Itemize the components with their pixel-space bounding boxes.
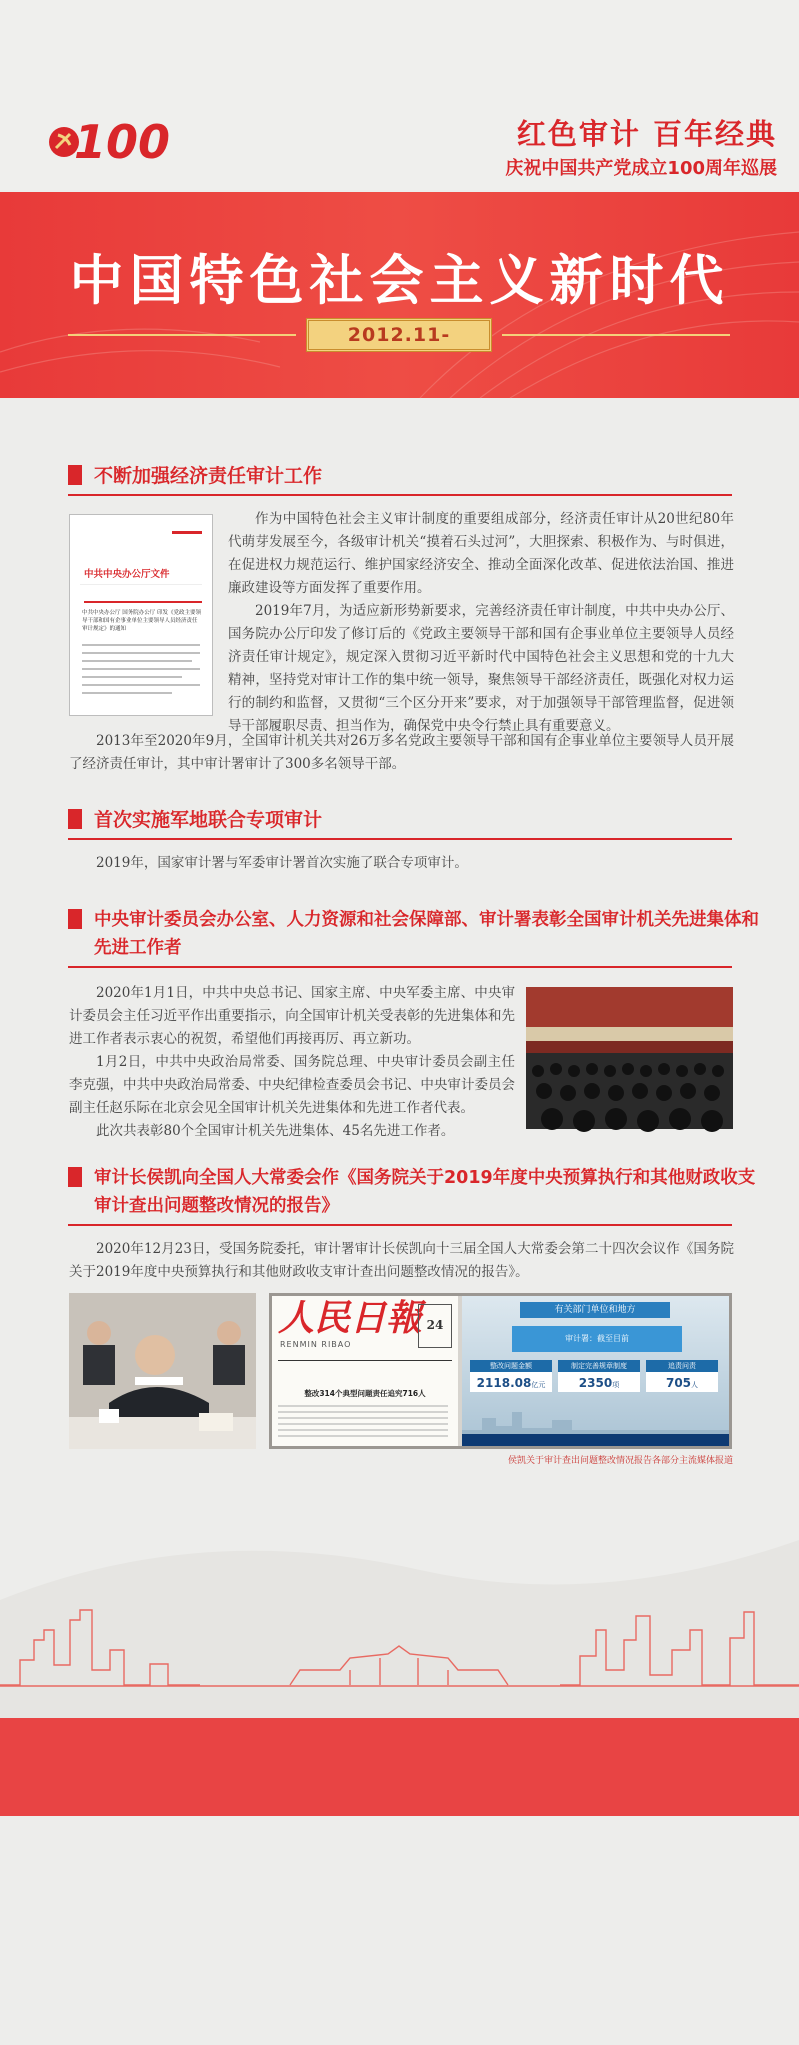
section-title-line1: 审计长侯凯向全国人大常委会作《国务院关于2019年度中央预算执行和其他财政收支 [94, 1168, 756, 1188]
date-text: 2012.11- [306, 318, 492, 352]
slogan-title: 红色审计 百年经典 [516, 117, 777, 151]
heading-marker [68, 465, 82, 485]
heading-marker [68, 909, 82, 929]
tv-subtitle: 审计署：截至目前 [512, 1326, 682, 1352]
meeting-scene [526, 987, 733, 1129]
regulation-document-image [69, 514, 213, 716]
heading-rule [68, 966, 732, 968]
newspaper-masthead: 人民日報 [278, 1297, 423, 1339]
footer-band [0, 1718, 799, 1816]
city-skyline-decoration [0, 1480, 799, 1720]
date-badge [0, 318, 799, 352]
logo-text: 100 [74, 115, 171, 169]
commendation-meeting-photo [526, 987, 733, 1129]
newspaper-date: 24 [418, 1304, 452, 1348]
section-title: 不断加强经济责任审计工作 [94, 465, 323, 487]
paragraph: 2020年1月1日，中共中央总书记、国家主席、中央军委主席、中央审计委员会主任习近平作出重要指示，向全国审计机关受表彰的先进集体和先进工作者表示衷心的祝贺，希望他们再接再厉、再立新功。 [69, 985, 515, 1047]
header [0, 0, 799, 190]
paragraph: 此次共表彰80个全国审计机关先进集体、45名先进工作者。 [96, 1123, 455, 1139]
doc-body-lines [82, 639, 202, 709]
era-banner [0, 192, 799, 398]
heading-marker [68, 1167, 82, 1187]
paragraph: 2019年7月，为适应新形势新要求，完善经济责任审计制度，中共中央办公厅、国务院办公厅印发了修订后的《党政主要领导干部和国有企事业单位主要领导人员经济责任审计规定》，规定深入贯彻习近平新时代中国特色社会主义思想和党的十九大精神，坚持党对审计工作的集中统一领导，聚焦领导干部经济责任，既强化对权力运行的制约和监督，又贯彻“三个区分开来”要求，对于加强领导干部管理监督，促进领导干部履职尽责、担当作为，确保党中央令行禁止具有重要意义。 [228, 603, 734, 734]
heading-rule [68, 1224, 732, 1226]
tv-stat-amount: 整改问题金额 2118.08亿元 [470, 1360, 552, 1392]
newspaper-headline: 整改314个典型问题责任追究716人 [304, 1389, 426, 1398]
tv-banner: 有关部门单位和地方 [520, 1302, 670, 1318]
era-title: 中国特色社会主义新时代 [69, 249, 730, 312]
media-coverage-image [269, 1293, 732, 1449]
section-title-line1: 中央审计委员会办公室、人力资源和社会保障部、审计署表彰全国审计机关先进集体和 [94, 910, 759, 930]
doc-title: 中共中央办公厅 国务院办公厅 印发《党政主要领导干部和国有企事业单位主要领导人员经济责任审计规定》的通知 [82, 610, 201, 632]
newspaper-columns [278, 1402, 452, 1442]
newspaper-pinyin: RENMIN RIBAO [280, 1340, 352, 1349]
heading-rule [68, 494, 732, 496]
heading-rule [68, 838, 732, 840]
paragraph: 2013年至2020年9月，全国审计机关共对26万多名党政主要领导干部和国有企事业单位主要领导人员开展了经济责任审计，其中审计署审计了300多名领导干部。 [69, 733, 734, 772]
speaker-scene [69, 1293, 256, 1449]
tv-news-screen [462, 1296, 729, 1446]
newspaper-front-page [272, 1296, 458, 1446]
auditor-general-speaking-photo [69, 1293, 256, 1449]
section-heading-1 [68, 462, 732, 496]
date-line-right [502, 334, 730, 336]
doc-header: 中共中央办公厅文件 [84, 569, 170, 580]
date-line-left [68, 334, 296, 336]
slogan-subtitle: 庆祝中国共产党成立100周年巡展 [505, 158, 777, 179]
section-title-line2: 先进工作者 [94, 938, 182, 958]
section-title: 首次实施军地联合专项审计 [94, 809, 323, 831]
paragraph: 1月2日，中共中央政治局常委、国务院总理、中央审计委员会副主任李克强，中共中央政治局常委、中央纪律检查委员会书记、中央审计委员会副主任赵乐际在北京会见全国审计机关先进集体和先进工作者代表。 [69, 1054, 515, 1116]
paragraph: 2019年，国家审计署与军委审计署首次实施了联合专项审计。 [96, 855, 468, 871]
media-caption: 侯凯关于审计查出问题整改情况报告各部分主流媒体报道 [507, 1456, 733, 1466]
tv-skyline [462, 1400, 729, 1446]
section-heading-3 [68, 906, 759, 968]
paragraph: 作为中国特色社会主义审计制度的重要组成部分，经济责任审计从20世纪80年代萌芽发展至今，各级审计机关“摸着石头过河”，大胆探索、积极作为、与时俱进，在促进权力规范运行、维护国家经济安全、推动全面深化改革、促进依法治国、推进廉政建设等方面发挥了重要作用。 [228, 511, 734, 596]
tv-stat-rules: 制定完善规章制度 2350项 [558, 1360, 640, 1392]
party-100-logo [44, 108, 171, 172]
heading-marker [68, 809, 82, 829]
tv-stat-accountability: 追责问责 705人 [646, 1360, 718, 1392]
paragraph: 2020年12月23日，受国务院委托，审计署审计长侯凯向十三届全国人大常委会第二十四次会议作《国务院关于2019年度中央预算执行和其他财政收支审计查出问题整改情况的报告》。 [69, 1241, 734, 1280]
section-heading-4 [68, 1164, 756, 1226]
section-heading-2 [68, 806, 732, 840]
section-title-line2: 审计查出问题整改情况的报告》 [94, 1196, 339, 1216]
